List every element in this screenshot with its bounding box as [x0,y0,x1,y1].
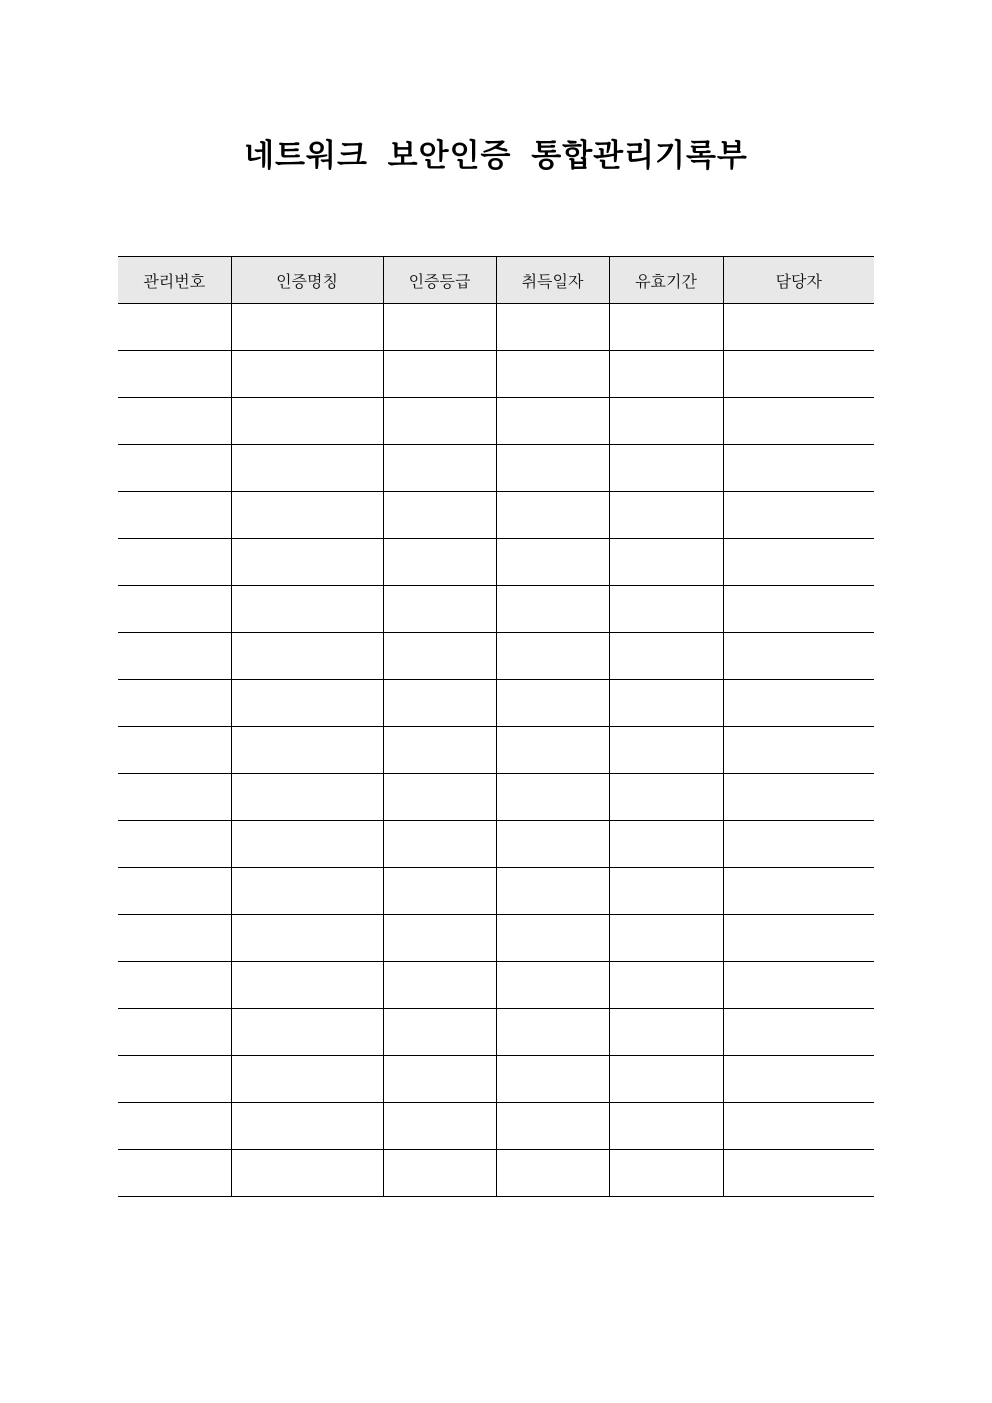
table-cell[interactable] [496,398,609,445]
table-cell[interactable] [383,680,496,727]
table-cell[interactable] [118,915,231,962]
table-cell[interactable] [496,1056,609,1103]
table-cell[interactable] [118,680,231,727]
table-cell[interactable] [231,445,383,492]
table-cell[interactable] [118,774,231,821]
table-cell[interactable] [723,1056,874,1103]
table-cell[interactable] [496,680,609,727]
table-row [118,351,874,398]
table-row [118,1150,874,1197]
table-cell[interactable] [231,1056,383,1103]
table-cell[interactable] [723,868,874,915]
table-cell[interactable] [496,633,609,680]
table-cell[interactable] [231,492,383,539]
table-row [118,445,874,492]
table-cell[interactable] [496,1103,609,1150]
table-cell[interactable] [723,1009,874,1056]
table-cell[interactable] [723,304,874,351]
table-cell[interactable] [118,868,231,915]
table-row [118,633,874,680]
table-cell[interactable] [118,1009,231,1056]
table-cell[interactable] [383,1056,496,1103]
table-cell[interactable] [609,680,723,727]
table-cell[interactable] [609,821,723,868]
document-title: 네트워크 보안인증 통합관리기록부 [244,138,748,174]
table-cell[interactable] [383,1009,496,1056]
table-cell[interactable] [118,1103,231,1150]
table-cell[interactable] [231,821,383,868]
table-cell[interactable] [609,633,723,680]
table-cell[interactable] [231,633,383,680]
table-cell[interactable] [496,821,609,868]
table-row [118,398,874,445]
table-cell[interactable] [118,633,231,680]
table-cell[interactable] [383,868,496,915]
table-cell[interactable] [496,445,609,492]
table-cell[interactable] [496,304,609,351]
table-cell[interactable] [231,1150,383,1197]
column-header-management-number: 관리번호 [118,257,231,304]
table-cell[interactable] [723,1150,874,1197]
table-cell[interactable] [609,539,723,586]
table-cell[interactable] [118,586,231,633]
table-row [118,962,874,1009]
table-cell[interactable] [118,539,231,586]
table-cell[interactable] [118,398,231,445]
column-header-certification-name: 인증명칭 [231,257,383,304]
table-row [118,915,874,962]
table-cell[interactable] [231,1103,383,1150]
table-cell[interactable] [609,304,723,351]
table-cell[interactable] [723,351,874,398]
column-header-acquisition-date: 취득일자 [496,257,609,304]
table-cell[interactable] [496,1150,609,1197]
column-header-validity-period: 유효기간 [609,257,723,304]
table-cell[interactable] [118,351,231,398]
table-cell[interactable] [383,586,496,633]
table-cell[interactable] [723,539,874,586]
table-cell[interactable] [723,633,874,680]
table-cell[interactable] [609,962,723,1009]
table-row [118,1103,874,1150]
table-cell[interactable] [609,1009,723,1056]
table-cell[interactable] [231,962,383,1009]
column-header-person-in-charge: 담당자 [723,257,874,304]
table-cell[interactable] [609,492,723,539]
table-cell[interactable] [383,351,496,398]
table-cell[interactable] [231,774,383,821]
table-cell[interactable] [723,445,874,492]
table-cell[interactable] [609,774,723,821]
table-cell[interactable] [609,445,723,492]
table-cell[interactable] [609,727,723,774]
table-cell[interactable] [231,915,383,962]
table-cell[interactable] [383,492,496,539]
table-cell[interactable] [609,586,723,633]
table-cell[interactable] [496,539,609,586]
table-cell[interactable] [231,727,383,774]
table-cell[interactable] [496,774,609,821]
table-cell[interactable] [383,1150,496,1197]
table-cell[interactable] [723,727,874,774]
table-cell[interactable] [383,304,496,351]
table-cell[interactable] [383,633,496,680]
table-row [118,539,874,586]
table-cell[interactable] [231,1009,383,1056]
table-row [118,774,874,821]
table-cell[interactable] [609,351,723,398]
table-cell[interactable] [496,1009,609,1056]
certification-register-table [118,256,874,1197]
table-cell[interactable] [723,821,874,868]
table-cell[interactable] [609,868,723,915]
table-cell[interactable] [383,398,496,445]
table-cell[interactable] [231,586,383,633]
table-cell[interactable] [383,821,496,868]
table-cell[interactable] [609,1056,723,1103]
table-cell[interactable] [496,727,609,774]
table-row [118,868,874,915]
table-cell[interactable] [723,586,874,633]
table-cell[interactable] [231,351,383,398]
table-cell[interactable] [496,351,609,398]
table-row [118,680,874,727]
table-cell[interactable] [231,539,383,586]
table-cell[interactable] [383,915,496,962]
table-cell[interactable] [231,868,383,915]
table-cell[interactable] [723,492,874,539]
table-body [118,304,874,1197]
table-cell[interactable] [609,1150,723,1197]
table-cell[interactable] [496,915,609,962]
table-row [118,304,874,351]
table-cell[interactable] [609,915,723,962]
table-cell[interactable] [231,398,383,445]
table-cell[interactable] [383,727,496,774]
table-cell[interactable] [118,1056,231,1103]
table-cell[interactable] [118,821,231,868]
table-cell[interactable] [118,492,231,539]
table-cell[interactable] [723,915,874,962]
table-cell[interactable] [496,962,609,1009]
table-row [118,1009,874,1056]
table-row [118,586,874,633]
table-row [118,1056,874,1103]
table-cell[interactable] [723,1103,874,1150]
table-cell[interactable] [118,445,231,492]
table-row [118,821,874,868]
table-cell[interactable] [609,398,723,445]
table-cell[interactable] [723,774,874,821]
table-cell[interactable] [231,304,383,351]
table-row [118,492,874,539]
table-cell[interactable] [118,304,231,351]
table-cell[interactable] [496,586,609,633]
table-cell[interactable] [118,727,231,774]
table-cell[interactable] [118,1150,231,1197]
table-cell[interactable] [723,398,874,445]
table-cell[interactable] [609,1103,723,1150]
table-cell[interactable] [383,962,496,1009]
table-cell[interactable] [496,868,609,915]
table-cell[interactable] [723,962,874,1009]
table-cell[interactable] [383,774,496,821]
table-header-row [118,257,874,304]
column-header-certification-grade: 인증등급 [383,257,496,304]
table-cell[interactable] [231,680,383,727]
table-cell[interactable] [118,962,231,1009]
table-cell[interactable] [383,539,496,586]
table-cell[interactable] [383,1103,496,1150]
table-cell[interactable] [383,445,496,492]
table-cell[interactable] [723,680,874,727]
table-row [118,727,874,774]
table-cell[interactable] [496,492,609,539]
